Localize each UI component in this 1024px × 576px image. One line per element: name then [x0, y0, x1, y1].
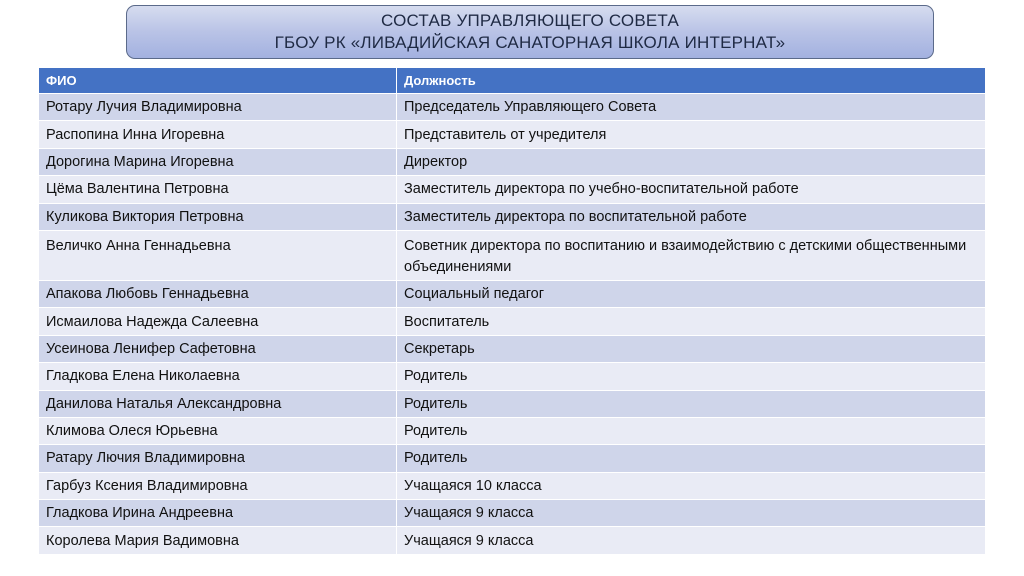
header-name: ФИО: [39, 68, 397, 93]
cell-name: Усеинова Ленифер Сафетовна: [39, 335, 397, 362]
cell-name: Цёма Валентина Петровна: [39, 175, 397, 202]
cell-position: Родитель: [397, 444, 985, 471]
council-table-wrapper: [39, 68, 985, 554]
cell-position: Председатель Управляющего Совета: [397, 93, 985, 120]
table-row: [39, 417, 985, 444]
cell-position: Заместитель директора по учебно-воспитательной работе: [397, 175, 985, 202]
cell-name: Данилова Наталья Александровна: [39, 390, 397, 417]
table-row: [39, 499, 985, 526]
table-row: [39, 230, 985, 280]
cell-name: Гладкова Елена Николаевна: [39, 362, 397, 389]
table-row: [39, 175, 985, 202]
cell-name: Распопина Инна Игоревна: [39, 120, 397, 147]
table-row: [39, 93, 985, 120]
table-row: [39, 280, 985, 307]
cell-name: Королева Мария Вадимовна: [39, 526, 397, 553]
table-row: [39, 390, 985, 417]
table-row: [39, 120, 985, 147]
cell-name: Климова Олеся Юрьевна: [39, 417, 397, 444]
table-row: [39, 472, 985, 499]
title-box: [126, 5, 934, 59]
table-row: [39, 148, 985, 175]
cell-position: Учащаяся 10 класса: [397, 472, 985, 499]
table-row: [39, 335, 985, 362]
table-header-row: [39, 68, 985, 93]
cell-position: Секретарь: [397, 335, 985, 362]
cell-name: Куликова Виктория Петровна: [39, 203, 397, 230]
cell-position: Родитель: [397, 417, 985, 444]
header-position: Должность: [397, 68, 985, 93]
table-row: [39, 526, 985, 553]
cell-position: Родитель: [397, 390, 985, 417]
cell-name: Гарбуз Ксения Владимировна: [39, 472, 397, 499]
table-row: [39, 203, 985, 230]
cell-name: Исмаилова Надежда Салеевна: [39, 307, 397, 334]
cell-name: Величко Анна Геннадьевна: [39, 230, 397, 280]
cell-name: Дорогина Марина Игоревна: [39, 148, 397, 175]
table-row: [39, 444, 985, 471]
cell-position: Представитель от учредителя: [397, 120, 985, 147]
cell-position: Советник директора по воспитанию и взаимодействию с детскими общественными объединениями: [397, 230, 985, 280]
cell-name: Апакова Любовь Геннадьевна: [39, 280, 397, 307]
cell-position: Социальный педагог: [397, 280, 985, 307]
cell-position: Учащаяся 9 класса: [397, 499, 985, 526]
cell-position: Директор: [397, 148, 985, 175]
cell-name: Ротару Лучия Владимировна: [39, 93, 397, 120]
cell-name: Гладкова Ирина Андреевна: [39, 499, 397, 526]
title-line-1: СОСТАВ УПРАВЛЯЮЩЕГО СОВЕТА: [380, 11, 679, 30]
table-row: [39, 362, 985, 389]
cell-position: Воспитатель: [397, 307, 985, 334]
table-row: [39, 307, 985, 334]
cell-name: Ратару Лючия Владимировна: [39, 444, 397, 471]
cell-position: Родитель: [397, 362, 985, 389]
cell-position: Учащаяся 9 класса: [397, 526, 985, 553]
title-line-2: ГБОУ РК «ЛИВАДИЙСКАЯ САНАТОРНАЯ ШКОЛА ИНТЕРНАТ»: [274, 33, 786, 52]
council-table: [39, 68, 985, 554]
cell-position: Заместитель директора по воспитательной работе: [397, 203, 985, 230]
